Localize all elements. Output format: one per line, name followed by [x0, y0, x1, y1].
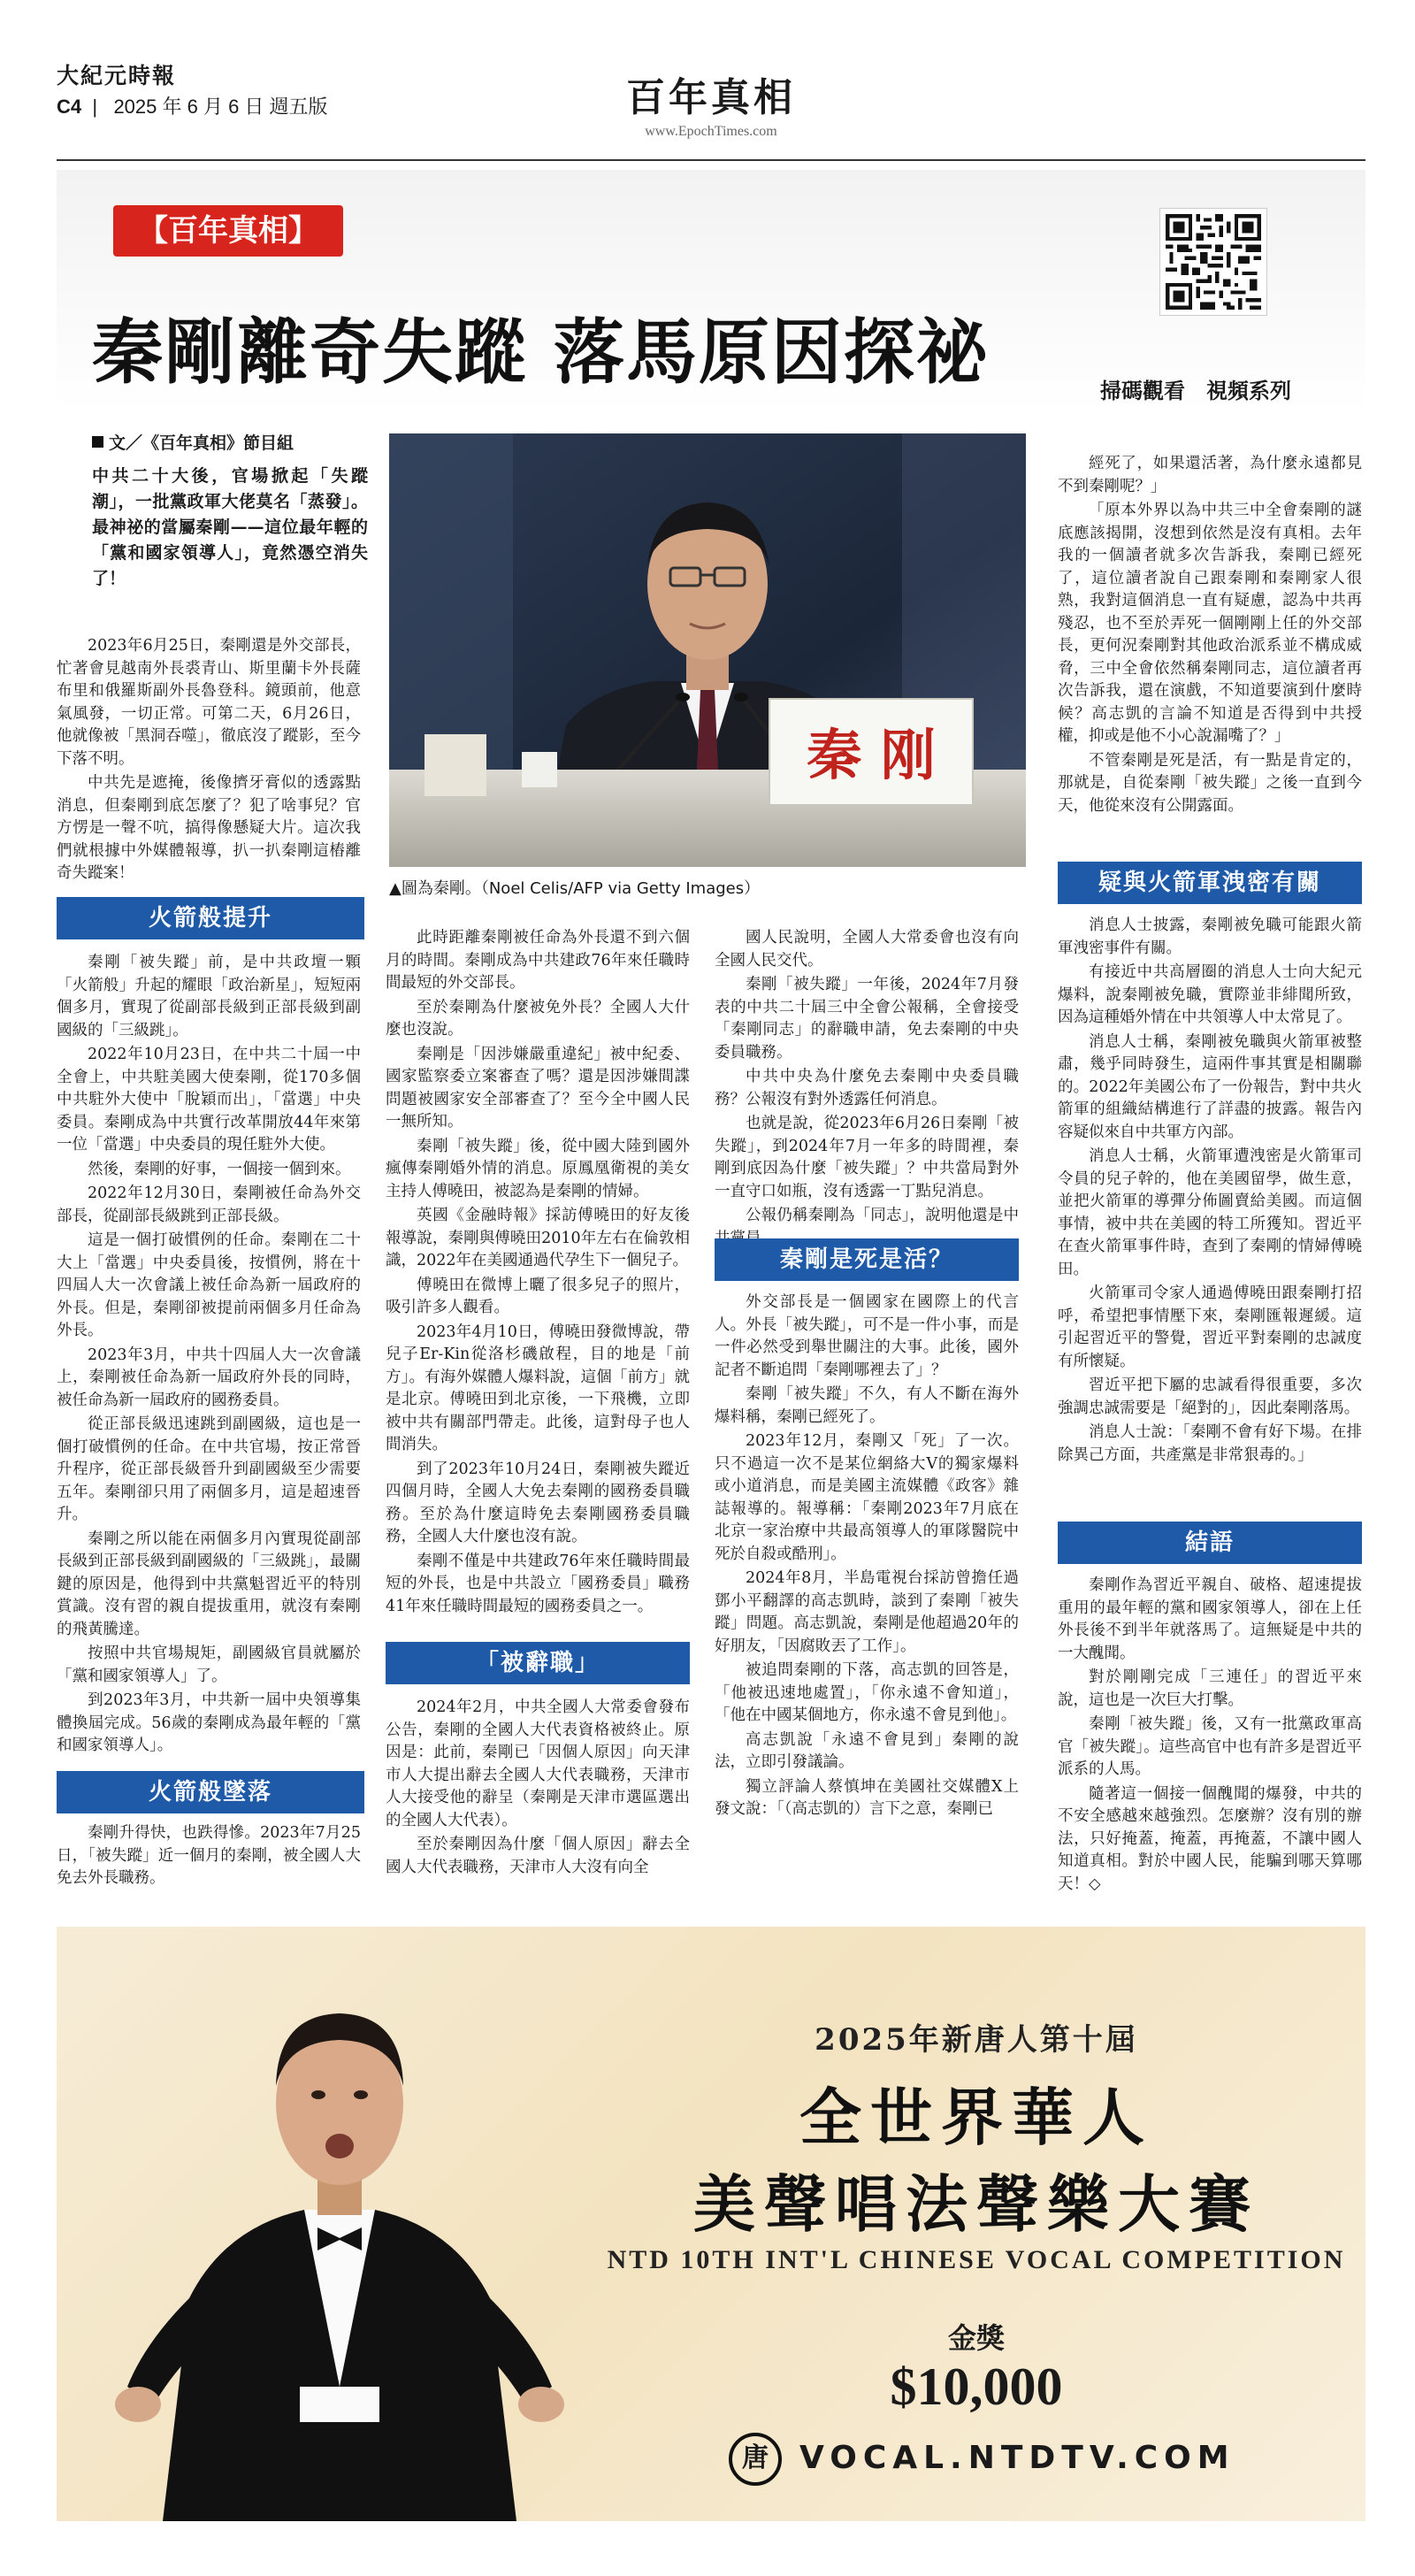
page-divider: |	[87, 96, 109, 118]
paragraph: 對於剛剛完成「三連任」的習近平來說，這也是一次巨大打擊。	[1058, 1668, 1362, 1709]
ad-edition: 2025年新唐人第十屆	[815, 2022, 1138, 2058]
paragraph: 也就是說，從2023年6月26日秦剛「被失蹤」，到2024年7月一年多的時間裡，秦剛到底因為什麼「被失蹤」？中共當局對外一直守口如瓶，沒有透露一丁點兒消息。	[715, 1115, 1019, 1200]
paper-logo: 大紀元時報	[57, 63, 177, 88]
column-3-a	[715, 927, 1019, 1252]
photo-qin-gang	[389, 433, 1026, 867]
paragraph: 消息人士稱，火箭軍遭洩密是火箭軍司令員的兒子幹的，他在美國留學，做生意，並把火箭軍的導彈分佈圖賣給美國。而這個事情，被中共在美國的特工所獲知。習近平在查火箭軍事件時，查到了秦剛的情婦傅曉田。	[1058, 1147, 1362, 1278]
paragraph: 有接近中共高層圈的消息人士向大紀元爆料，說秦剛被免職，實際並非緋聞所致，因為這種婚外情在中共領導人中太常見了。	[1058, 963, 1362, 1026]
paragraph: 2023年6月25日，秦剛還是外交部長，忙著會見越南外長裘青山、斯里蘭卡外長薩布里和俄羅斯副外長魯登科。鏡頭前，他意氣風發，一切正常。可第二天，6月26日，他就像被「黑洞吞噬」，徹底沒了蹤影，至今下落不明。	[57, 637, 361, 768]
paragraph: 2022年10月23日，在中共二十屆一中全會上，中共駐美國大使秦剛，從170多個中共駐外大使中「脫穎而出」，「當選」中央委員。秦剛成為中共實行改革開放44年來第一位「當選」中央委員的現任駐外大使。	[57, 1046, 361, 1154]
column-4-b	[1058, 915, 1362, 1468]
paragraph: 秦剛是「因涉嫌嚴重違紀」被中紀委、國家監察委立案審查了嗎？還是因涉嫌間諜問題被國家安全部審查了？至今全中國人民一無所知。	[386, 1045, 690, 1131]
paragraph: 秦剛不僅是中共建政76年來任職時間最短的外長，也是中共設立「國務委員」職務41年來任職時間最短的國務委員之一。	[386, 1552, 690, 1615]
subhead-rocket-force: 疑與火箭軍洩密有關	[1058, 862, 1362, 904]
series-tag: 【百年真相】	[113, 205, 343, 257]
column-4-c	[1058, 1575, 1362, 1898]
ad-title-line-2: 美聲唱法聲樂大賽	[693, 2167, 1259, 2241]
paragraph: 傅曉田在微博上曬了很多兒子的照片，吸引許多人觀看。	[386, 1276, 690, 1316]
paragraph: 秦剛「被失蹤」前，是中共政壇一顆「火箭般」升起的耀眼「政治新星」，短短兩個多月，實現了從副部長級到正部長級到副國級的「三級跳」。	[57, 954, 361, 1039]
byline-square-icon	[92, 436, 103, 448]
ad-prize-amount: $10,000	[890, 2358, 1063, 2416]
ad-english-title: NTD 10TH INT'L CHINESE VOCAL COMPETITION	[607, 2245, 1346, 2274]
ad-title-line-1: 全世界華人	[799, 2081, 1153, 2154]
paragraph: 秦剛「被失蹤」一年後，2024年7月發表的中共二十屆三中全會公報稱，全會接受「秦剛同志」的辭職申請，免去秦剛的中央委員職務。	[715, 976, 1019, 1062]
singer-illustration	[92, 1927, 587, 2521]
issue-date: 2025 年 6 月 6 日 週五版	[113, 96, 328, 118]
lead-paragraph: 中共二十大後，官場掀起「失蹤潮」，一批黨政軍大佬莫名「蒸發」。最神祕的當屬秦剛——這位最年輕的「黨和國家領導人」，竟然憑空消失了！	[92, 466, 368, 588]
title-block	[57, 170, 1365, 412]
paragraph: 不管秦剛是死是活，有一點是肯定的，那就是，自從秦剛「被失蹤」之後一直到今天，他從來沒有公開露面。	[1058, 751, 1362, 815]
paragraph: 秦剛「被失蹤」後，又有一批黨政軍高官「被失蹤」。這些高官中也有許多是習近平派系的人馬。	[1058, 1715, 1362, 1778]
subhead-fall: 火箭般墜落	[57, 1771, 364, 1813]
ad-url-text[interactable]: VOCAL.NTDTV.COM	[799, 2440, 1235, 2476]
paragraph: 英國《金融時報》採訪傅曉田的好友後報導說，秦剛與傅曉田2010年左右在倫敦相識，2022年在美國通過代孕生下一個兒子。	[386, 1207, 690, 1269]
byline-text: 文／《百年真相》節目組	[109, 433, 294, 453]
paragraph: 秦剛「被失蹤」後，從中國大陸到國外瘋傳秦剛婚外情的消息。原鳳凰衛視的美女主持人傅曉田，被認為是秦剛的情婦。	[386, 1137, 690, 1200]
paragraph: 經死了，如果還活著，為什麼永遠都見不到秦剛呢？」	[1058, 455, 1362, 495]
paragraph: 消息人士稱，秦剛被免職與火箭軍被整肅，幾乎同時發生，這兩件事其實是相關聯的。2022年美國公布了一份報告，對中共火箭軍的組織結構進行了詳盡的披露。報告內容疑似來自中共軍方內部。	[1058, 1032, 1362, 1141]
paragraph: 此時距離秦剛被任命為外長還不到六個月的時間。秦剛成為中共建政76年來任職時間最短的外交部長。	[386, 929, 690, 992]
scan-to-watch-label: 掃碼觀看 視頻系列	[1100, 379, 1291, 403]
photo-nameplate-text: 秦 刚	[807, 723, 936, 787]
masthead-rule	[57, 159, 1365, 161]
column-4-a	[1058, 453, 1362, 819]
paragraph: 2023年3月，中共十四屆人大一次會議上，秦剛被任命為新一屆政府外長的同時，被任命為新一屆政府的國務委員。	[57, 1346, 361, 1409]
paragraph: 消息人士說：「秦剛不會有好下場。在排除異己方面，共產黨是非常狠毒的。」	[1058, 1423, 1362, 1464]
paragraph: 秦剛升得快，也跌得慘。2023年7月25日，「被失蹤」近一個月的秦剛，被全國人大免去外長職務。	[57, 1824, 361, 1887]
paragraph: 2024年8月，半島電視台採訪曾擔任過鄧小平翻譯的高志凱時，談到了秦剛「被失蹤」問題。高志凱說，秦剛是他超過20年的好朋友，「因腐敗丟了工作」。	[715, 1569, 1019, 1655]
paragraph: 從正部長級迅速跳到副國級，這也是一個打破慣例的任命。在中共官場，按正常晉升程序，從正部長級晉升到副國級至少需要五年。秦剛卻只用了兩個多月，這是超速晉升。	[57, 1415, 361, 1523]
byline	[92, 430, 294, 454]
masthead	[57, 53, 1365, 168]
subhead-resign: 「被辭職」	[386, 1642, 690, 1684]
paragraph: 國人民說明，全國人大常委會也沒有向全國人民交代。	[715, 929, 1019, 970]
column-2-a	[386, 927, 690, 1620]
qr-code-icon[interactable]	[1160, 209, 1266, 315]
subhead-rise: 火箭般提升	[57, 897, 364, 939]
paragraph: 消息人士披露，秦剛被免職可能跟火箭軍洩密事件有關。	[1058, 916, 1362, 957]
paragraph: 「原本外界以為中共三中全會秦剛的謎底應該揭開，沒想到依然是沒有真相。去年我的一個讀者就多次告訴我，秦剛已經死了，這位讀者說自己跟秦剛和秦剛家人很熟，我對這個消息一直有疑慮，認為中共再殘忍，也不至於弄死一個剛剛上任的外交部長，更何況秦剛對其他政治派系並不構成威脅，三中全會依然稱秦剛同志，這位讀者再次告訴我，還在演戲，不知道要演到什麼時候？高志凱的言論不知道是否得到中共授權，抑或是他不小心說漏嘴了？」	[1058, 502, 1362, 745]
paragraph: 中共中央為什麼免去秦剛中央委員職務？公報沒有對外透露任何消息。	[715, 1068, 1019, 1108]
site-url[interactable]: www.EpochTimes.com	[645, 124, 777, 139]
paragraph: 至於秦剛為什麼被免外長？全國人大什麼也沒說。	[386, 998, 690, 1039]
headline: 秦剛離奇失蹤 落馬原因探祕	[92, 311, 989, 394]
column-2-b	[386, 1697, 690, 1881]
ad-prize-label: 金獎	[947, 2321, 1005, 2355]
paragraph: 隨著這一個接一個醜聞的爆發，中共的不安全感越來越強烈。怎麼辦？沒有別的辦法，只好掩蓋，掩蓋，再掩蓋，不讓中國人知道真相。對於中國人民，能騙到哪天算哪天！◇	[1058, 1784, 1362, 1893]
subhead-alive: 秦剛是死是活？	[715, 1238, 1019, 1281]
paragraph: 秦剛之所以能在兩個多月內實現從副部長級到正部長級到副國級的「三級跳」，最關鍵的原因是，他得到中共黨魁習近平的特別賞識。沒有習的親自提拔重用，就沒有秦剛的飛黃騰達。	[57, 1530, 361, 1638]
column-1-intro	[57, 635, 361, 887]
paragraph: 然後，秦剛的好事，一個接一個到來。	[88, 1160, 351, 1178]
column-3-b	[715, 1292, 1019, 1823]
paragraph: 至於秦剛因為什麼「個人原因」辭去全國人大代表職務，天津市人大沒有向全	[386, 1836, 690, 1876]
paragraph: 2022年12月30日，秦剛被任命為外交部長，從副部長級跳到正部長級。	[57, 1184, 361, 1225]
ad-url-row[interactable]	[729, 2440, 1235, 2476]
paragraph: 被追問秦剛的下落，高志凱的回答是，「他被迅速地處置」，「你永遠不會知道」，「他在中國某個地方，你永遠不會見到他」。	[715, 1661, 1019, 1724]
column-1-rise	[57, 952, 361, 1760]
subhead-conclusion: 結語	[1058, 1522, 1362, 1564]
paragraph: 外交部長是一個國家在國際上的代言人。外長「被失蹤」，可不是一件小事，而是一件必然受到舉世關注的大事。此後，國外記者不斷追問「秦剛哪裡去了」？	[715, 1293, 1019, 1379]
paragraph: 習近平把下屬的忠誠看得很重要，多次強調忠誠需要是「絕對的」，因此秦剛落馬。	[1058, 1376, 1362, 1417]
paragraph: 到了2023年10月24日，秦剛被失蹤近四個月時，全國人大免去秦剛的國務委員職務。至於為什麼這時免去秦剛國務委員職務，全國人大什麼也沒有說。	[386, 1460, 690, 1545]
paragraph: 到2023年3月，中共新一屆中央領導集體換屆完成。56歲的秦剛成為最年輕的「黨和國家領導人」。	[57, 1691, 361, 1754]
paragraph: 2023年4月10日，傅曉田發微博說，帶兒子Er-Kin從洛杉磯啟程，目的地是「前方」。有海外媒體人爆料說，這個「前方」就是北京。傅曉田到北京後，一下飛機，立即被中共有關部門帶走。此後，這對母子也人間消失。	[386, 1322, 690, 1453]
section-title: 百年真相	[626, 75, 796, 120]
paragraph: 2024年2月，中共全國人大常委會發布公告，秦剛的全國人大代表資格被終止。原因是：此前，秦剛已「因個人原因」向天津市人大提出辭去全國人大代表職務，天津市人大接受他的辭呈（秦剛是天津市選區選出的全國人大代表）。	[386, 1698, 690, 1829]
paragraph: 火箭軍司令家人通過傅曉田跟秦剛打招呼，希望把事情壓下來，秦剛匯報遲緩。這引起習近平的警覺，習近平對秦剛的忠誠度有所懷疑。	[1058, 1284, 1362, 1370]
vocal-competition-ad[interactable]	[57, 1927, 1365, 2521]
ntd-seal-icon: 唐	[729, 2433, 782, 2486]
paragraph: 高志凱說「永遠不會見到」秦剛的說法，立即引發議論。	[715, 1730, 1019, 1771]
paragraph: 秦剛作為習近平親自、破格、超速提拔重用的最年輕的黨和國家領導人，卻在上任外長後不到半年就落馬了。這無疑是中共的一大醜聞。	[1058, 1576, 1362, 1662]
page-number: C4	[57, 96, 82, 118]
paragraph: 按照中共官場規矩，副國級官員就屬於「黨和國家領導人」了。	[57, 1644, 361, 1685]
photo-caption: ▲圖為秦剛。（Noel Celis/AFP via Getty Images）	[389, 879, 761, 898]
paragraph: 這是一個打破慣例的任命。秦剛在二十大上「當選」中央委員後，按慣例，將在十四屆人大一次會議上被任命為新一屆政府的外長。但是，秦剛卻被提前兩個多月任命為外長。	[57, 1231, 361, 1339]
column-1-fall	[57, 1822, 361, 1892]
paragraph: 公報仍稱秦剛為「同志」，說明他還是中	[746, 1207, 1019, 1224]
paragraph: 中共先是遮掩，後像擠牙膏似的透露點消息，但秦剛到底怎麼了？犯了啥事兒？官方愣是一聲不吭，搞得像懸疑大片。這次我們就根據中外媒體報導，扒一扒秦剛這樁離奇失蹤案！	[57, 774, 361, 882]
paragraph: 秦剛「被失蹤」不久，有人不斷在海外爆料稱，秦剛已經死了。	[715, 1385, 1019, 1426]
paragraph: 獨立評論人蔡慎坤在美國社交媒體X上發文說：「（高志凱的）言下之意，秦剛已	[715, 1777, 1019, 1818]
paragraph: 2023年12月，秦剛又「死」了一次。只不過這一次不是某位網絡大V的獨家爆料或小道消息，而是美國主流媒體《政客》雜誌報導的。報導稱：「秦剛2023年7月底在北京一家治療中共最高領導人的軍隊醫院中死於自殺或酷刑」。	[715, 1432, 1019, 1563]
